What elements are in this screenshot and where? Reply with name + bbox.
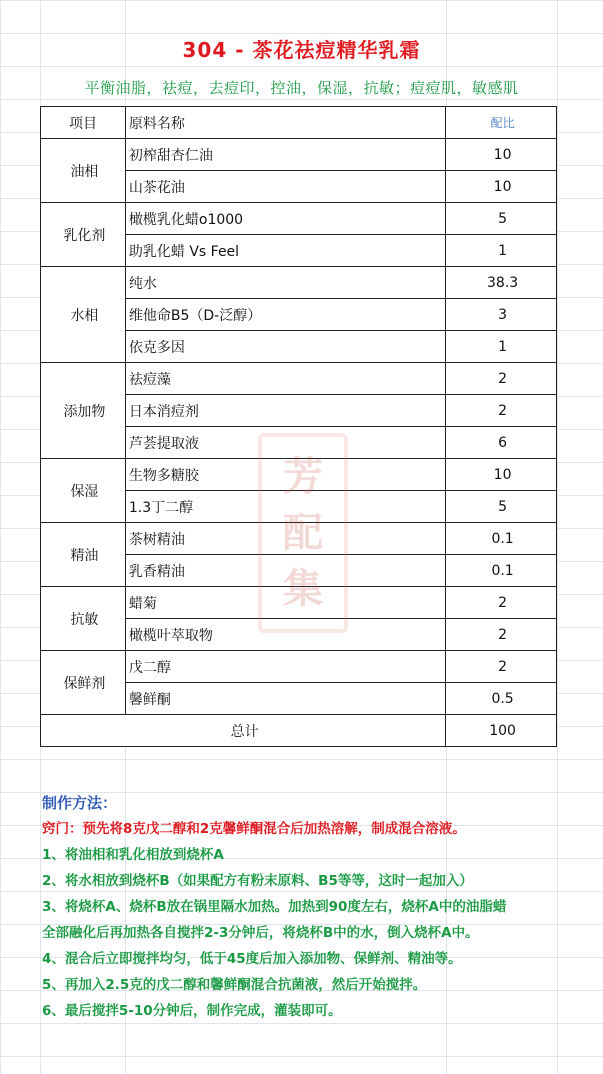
ingredient-cell[interactable]: 馨鲜酮 [125,683,445,715]
ingredient-cell[interactable]: 芦荟提取液 [125,427,445,459]
ingredient-cell[interactable]: 蜡菊 [125,587,445,619]
ingredient-cell[interactable]: 祛痘藻 [125,363,445,395]
ingredient-cell[interactable]: 山茶花油 [125,171,445,203]
ingredient-cell[interactable]: 1.3丁二醇 [125,491,445,523]
table-row [41,651,557,683]
ratio-cell[interactable]: 5 [446,491,557,523]
table-header-row [41,107,557,139]
table-row [41,203,557,235]
method-heading: 制作方法： [42,794,118,812]
ingredient-cell[interactable]: 橄榄叶萃取物 [125,619,445,651]
ingredient-cell[interactable]: 维他命B5（D-泛醇） [125,299,445,331]
recipe-table-body [41,107,557,747]
ingredient-cell[interactable]: 戊二醇 [125,651,445,683]
ratio-cell[interactable]: 10 [446,171,557,203]
method-section [0,790,603,1024]
table-row [41,139,557,171]
total-label-cell[interactable]: 总计 [41,715,446,747]
watermark-char: 芳 [283,453,323,500]
ratio-cell[interactable]: 38.3 [446,267,557,299]
ingredient-cell[interactable]: 生物多糖胶 [125,459,445,491]
ratio-cell[interactable]: 2 [446,651,557,683]
header-ratio[interactable]: 配比 [446,107,557,139]
total-value-cell[interactable]: 100 [446,715,557,747]
ingredient-cell[interactable]: 纯水 [125,267,445,299]
ingredient-cell[interactable]: 助乳化蜡 Vs Feel [125,235,445,267]
category-cell[interactable]: 添加物 [41,363,126,459]
category-cell[interactable]: 保湿 [41,459,126,523]
ratio-cell[interactable]: 6 [446,427,557,459]
table-row [41,587,557,619]
method-step: 全部融化后再加热各自搅拌2-3分钟后，将烧杯B中的水，倒入烧杯A中。 [42,925,479,941]
ratio-cell[interactable]: 0.1 [446,523,557,555]
method-step: 1、将油相和乳化相放到烧杯A [42,847,224,863]
method-tip: 窍门：预先将8克戊二醇和2克馨鲜酮混合后加热溶解，制成混合溶液。 [42,821,466,837]
ratio-cell[interactable]: 0.5 [446,683,557,715]
method-step: 4、混合后立即搅拌均匀，低于45度后加入添加物、保鲜剂、精油等。 [42,951,462,967]
ratio-cell[interactable]: 10 [446,459,557,491]
header-material[interactable]: 原料名称 [125,107,445,139]
table-row [41,459,557,491]
table-row [41,363,557,395]
method-step: 5、再加入2.5克的戊二醇和馨鲜酮混合抗菌液，然后开始搅拌。 [42,977,427,993]
ingredient-cell[interactable]: 初榨甜杏仁油 [125,139,445,171]
category-cell[interactable]: 抗敏 [41,587,126,651]
ratio-cell[interactable]: 2 [446,363,557,395]
ratio-cell[interactable]: 1 [446,235,557,267]
category-cell[interactable]: 油相 [41,139,126,203]
ingredient-cell[interactable]: 乳香精油 [125,555,445,587]
ingredient-cell[interactable]: 依克多因 [125,331,445,363]
category-cell[interactable]: 乳化剂 [41,203,126,267]
watermark-char: 集 [283,565,323,612]
recipe-title: 304 - 茶花祛痘精华乳霜 [182,38,421,62]
category-cell[interactable]: 水相 [41,267,126,363]
ingredient-cell[interactable]: 日本消痘剂 [125,395,445,427]
ratio-cell[interactable]: 3 [446,299,557,331]
total-row [41,715,557,747]
table-row [41,523,557,555]
ratio-cell[interactable]: 2 [446,587,557,619]
ratio-cell[interactable]: 2 [446,395,557,427]
ratio-cell[interactable]: 0.1 [446,555,557,587]
ratio-cell[interactable]: 10 [446,139,557,171]
method-step: 2、将水相放到烧杯B（如果配方有粉末原料、B5等等，这时一起加入） [42,873,473,889]
ratio-cell[interactable]: 2 [446,619,557,651]
ingredient-cell[interactable]: 橄榄乳化蜡o1000 [125,203,445,235]
table-row [41,267,557,299]
ratio-cell[interactable]: 1 [446,331,557,363]
ratio-cell[interactable]: 5 [446,203,557,235]
method-step: 3、将烧杯A、烧杯B放在锅里隔水加热。加热到90度左右，烧杯A中的油脂蜡 [42,899,507,915]
recipe-table [40,106,557,747]
header-item[interactable]: 项目 [41,107,126,139]
watermark-char: 配 [283,509,323,556]
method-step: 6、最后搅拌5-10分钟后，制作完成，灌装即可。 [42,1003,342,1019]
category-cell[interactable]: 精油 [41,523,126,587]
category-cell[interactable]: 保鲜剂 [41,651,126,715]
ingredient-cell[interactable]: 茶树精油 [125,523,445,555]
recipe-subtitle: 平衡油脂，祛痘，去痘印，控油，保湿，抗敏；痘痘肌，敏感肌 [84,79,519,97]
